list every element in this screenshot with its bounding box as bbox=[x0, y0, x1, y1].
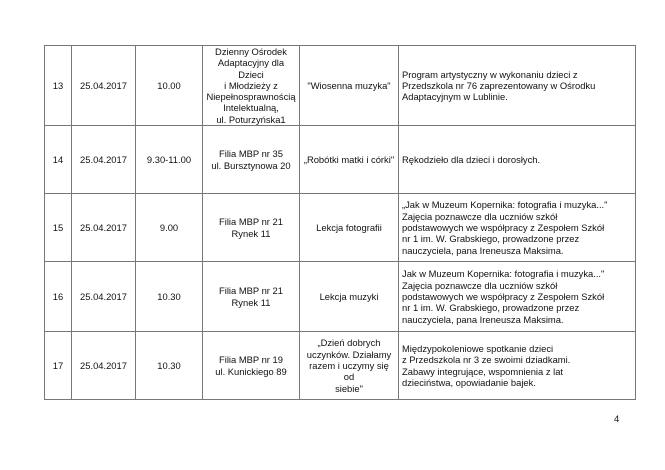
row-number: 17 bbox=[45, 332, 72, 400]
time-cell: 9.00 bbox=[136, 194, 203, 262]
table-row bbox=[45, 126, 636, 194]
table-row bbox=[45, 46, 636, 126]
place-cell: Filia MBP nr 19 ul. Kunickiego 89 bbox=[203, 332, 300, 400]
date-cell: 25.04.2017 bbox=[72, 126, 136, 194]
date-cell: 25.04.2017 bbox=[72, 262, 136, 332]
date-cell: 25.04.2017 bbox=[72, 194, 136, 262]
table-row bbox=[45, 194, 636, 262]
date-cell: 25.04.2017 bbox=[72, 46, 136, 126]
title-cell: "Wiosenna muzyka" bbox=[300, 46, 399, 126]
title-cell: „Robótki matki i córki" bbox=[300, 126, 399, 194]
row-number: 13 bbox=[45, 46, 72, 126]
time-cell: 10.00 bbox=[136, 46, 203, 126]
time-cell: 9.30-11.00 bbox=[136, 126, 203, 194]
date-cell: 25.04.2017 bbox=[72, 332, 136, 400]
title-cell: Lekcja fotografii bbox=[300, 194, 399, 262]
place-cell: Filia MBP nr 21 Rynek 11 bbox=[203, 194, 300, 262]
table-row bbox=[45, 332, 636, 400]
time-cell: 10.30 bbox=[136, 262, 203, 332]
place-cell: Filia MBP nr 35 ul. Bursztynowa 20 bbox=[203, 126, 300, 194]
row-number: 14 bbox=[45, 126, 72, 194]
place-cell: Filia MBP nr 21 Rynek 11 bbox=[203, 262, 300, 332]
title-cell: „Dzień dobrych uczynków. Działamy razem i uczymy się od siebie" bbox=[300, 332, 399, 400]
title-cell: Lekcja muzyki bbox=[300, 262, 399, 332]
time-cell: 10.30 bbox=[136, 332, 203, 400]
description-cell: „Jak w Muzeum Kopernika: fotografia i muzyka..." Zajęcia poznawcze dla uczniów szkół podstawowych we współpracy z Zespołem Szkół nr 1 im. W. Grabskiego, prowadzone przez nauczyciela, pana Ireneusza Maksima. bbox=[399, 194, 636, 262]
row-number: 15 bbox=[45, 194, 72, 262]
description-cell: Rękodzieło dla dzieci i dorosłych. bbox=[399, 126, 636, 194]
place-cell: Dzienny Ośrodek Adaptacyjny dla Dzieci i Młodzieży z Niepełnosprawnością Intelektualną, ul. Poturzyńska1 bbox=[203, 46, 300, 126]
page-number: 4 bbox=[614, 414, 620, 425]
description-cell: Program artystyczny w wykonaniu dzieci z Przedszkola nr 76 zaprezentowany w Ośrodku Adaptacyjnym w Lublinie. bbox=[399, 46, 636, 126]
description-cell: Międzypokoleniowe spotkanie dzieci z Przedszkola nr 3 ze swoimi dziadkami. Zabawy integrujące, wspomnienia z lat dzieciństwa, opowiadanie bajek. bbox=[399, 332, 636, 400]
table-row bbox=[45, 262, 636, 332]
description-cell: Jak w Muzeum Kopernika: fotografia i muzyka..." Zajęcia poznawcze dla uczniów szkół podstawowych we współpracy z Zespołem Szkół nr 1 im. W. Grabskiego, prowadzone przez nauczyciela, pana Ireneusza Maksima. bbox=[399, 262, 636, 332]
events-table bbox=[44, 45, 636, 400]
row-number: 16 bbox=[45, 262, 72, 332]
